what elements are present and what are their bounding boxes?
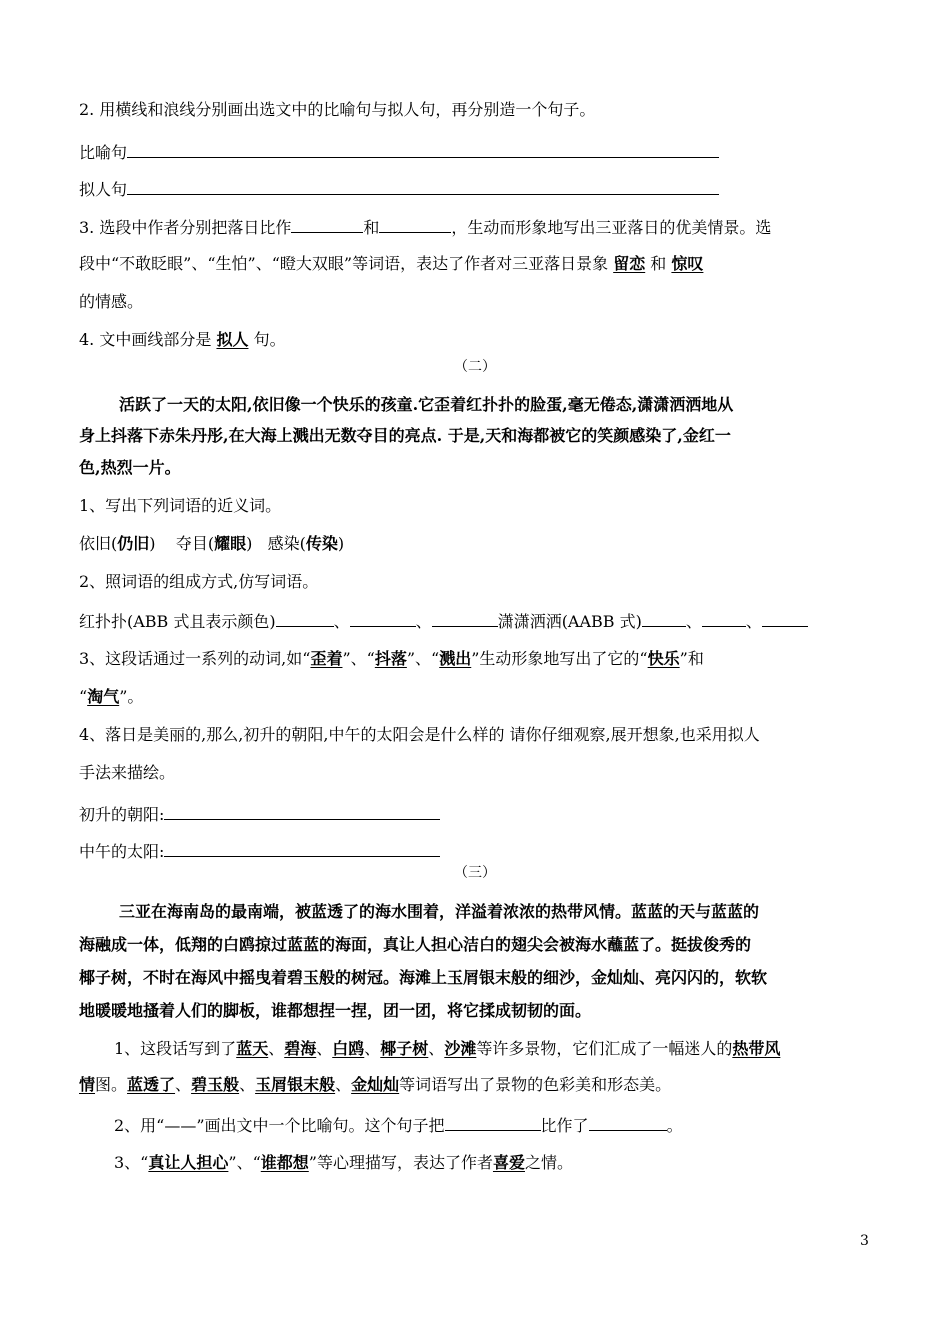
syn-close-3: ) [337, 534, 345, 553]
morning-label: 初升的朝阳: [79, 805, 165, 824]
q4-text-b: 句。 [253, 330, 286, 349]
sep: 、 [745, 612, 762, 631]
aabb-blank-1[interactable] [642, 608, 686, 627]
metaphor-object-blank[interactable] [589, 1112, 667, 1131]
page-number: 3 [860, 1233, 869, 1249]
scene-3: 白鸥 [332, 1039, 365, 1058]
aabb-blank-2[interactable] [702, 608, 746, 627]
q2-text-b: 比作了 [540, 1116, 589, 1135]
sep: 、 [364, 1039, 381, 1058]
q2-text-c: 。 [666, 1116, 683, 1135]
compare-blank-1[interactable] [291, 214, 363, 233]
passage-3-line-4: 地暖暖地搔着人们的脚板，谁都想捏一捏，团一团，将它揉成韧韧的面。 [79, 1001, 592, 1020]
sep: 、 [268, 1039, 285, 1058]
s2-question-3-line-1 [79, 647, 872, 671]
answer-xiai: 喜爱 [492, 1153, 525, 1172]
answer-liulian: 留恋 [613, 254, 646, 273]
passage-3-line-3: 椰子树，不时在海风中摇曳着碧玉般的树冠。海滩上玉屑银末般的细沙，金灿灿、亮闪闪的，软软 [79, 968, 768, 987]
section-heading-3: （三） [454, 865, 496, 881]
question-4 [79, 328, 872, 352]
scene-4: 椰子树 [380, 1039, 429, 1058]
verb-2: 抖落 [374, 649, 407, 668]
metaphor-answer-blank[interactable] [127, 139, 719, 158]
s3-question-2 [114, 1112, 872, 1138]
q3-text-a: 3. 选段中作者分别把落日比作 [79, 218, 292, 237]
s2-question-3-line-2 [79, 685, 872, 709]
answer-kuaile: 快乐 [647, 649, 680, 668]
question-3-line-2 [79, 252, 872, 276]
syn-close-1: ) [149, 534, 156, 553]
scene-5: 沙滩 [444, 1039, 477, 1058]
q1-text-f: 等词语写出了景物的色彩美和形态美。 [399, 1075, 672, 1094]
color-word-2: 碧玉般 [191, 1075, 240, 1094]
question-3-line-1 [79, 214, 872, 240]
syn-close-2: ) [246, 534, 253, 553]
q2-text-a: 2、用“——”画出文中一个比喻句。这个句子把 [114, 1116, 445, 1135]
s2-question-4-line-1: 4、落日是美丽的,那么,初升的朝阳,中午的太阳会是什么样的 请你仔细观察,展开想象,也采用拟人 [79, 725, 760, 744]
color-word-3: 玉屑银末般 [255, 1075, 336, 1094]
synonym-line [79, 532, 872, 556]
abb-blank-1[interactable] [276, 608, 334, 627]
abb-blank-2[interactable] [350, 608, 416, 627]
syn-answer-1: 仍旧 [117, 534, 150, 553]
personify-line [79, 176, 872, 202]
s3-question-1-line-2 [79, 1073, 872, 1097]
q1-text-b: 等许多景物，它们汇成了一幅迷人的 [476, 1039, 733, 1058]
answer-jingtan: 惊叹 [671, 254, 704, 273]
abb-label: 红扑扑(ABB 式且表示颜色) [79, 612, 276, 631]
sep: 、 [316, 1039, 333, 1058]
q3-and: 和 [363, 218, 380, 237]
psych-phrase-2: 谁都想 [260, 1153, 309, 1172]
syn-word-2: 夺目( [175, 534, 215, 553]
passage-2-line-2: 身上抖落下赤朱丹彤,在大海上溅出无数夺目的亮点. 于是,天和海都被它的笑颜感染了,金红一 [79, 426, 731, 445]
passage-3-line-1: 三亚在海南岛的最南端，被蓝透了的海水围着，洋溢着浓浓的热带风情。蓝蓝的天与蓝蓝的 [119, 902, 760, 921]
verb-3: 溅出 [439, 649, 472, 668]
sep: 、 [333, 612, 350, 631]
passage-2-line-3: 色,热烈一片。 [79, 458, 181, 477]
q3-text-d: 的情感。 [79, 292, 144, 311]
q3-close: ”。 [119, 687, 144, 706]
q3-text-c: 之情。 [524, 1153, 573, 1172]
q4-text-a: 4. 文中画线部分是 [79, 330, 212, 349]
metaphor-label: 比喻句 [79, 143, 128, 162]
psych-phrase-1: 真让人担心 [148, 1153, 229, 1172]
compare-blank-2[interactable] [379, 214, 451, 233]
answer-tropical-a: 热带风 [732, 1039, 781, 1058]
q3-open: “ [79, 687, 88, 706]
q3-text: 3、这段话通过一系列的动词,如“ [79, 649, 311, 668]
answer-taoqi: 淘气 [87, 687, 120, 706]
s2-question-4-line-2: 手法来描绘。 [79, 763, 176, 782]
s2-question-2: 2、照词语的组成方式,仿写词语。 [79, 572, 319, 591]
s3-question-3 [114, 1151, 872, 1175]
aabb-blank-3[interactable] [762, 608, 808, 627]
sep: 、 [415, 612, 432, 631]
syn-word-1: 依旧( [79, 534, 118, 553]
q3-mid-1: ”、“ [342, 649, 375, 668]
q1-text-a: 1、这段话写到了 [114, 1039, 237, 1058]
question-2 [79, 98, 872, 122]
sep: 、 [175, 1075, 192, 1094]
q3-text-c: 段中“不敢眨眼”、“生怕”、“瞪大双眼”等词语，表达了作者对三亚落日景象 [79, 254, 609, 273]
s3-question-1-line-1 [114, 1037, 872, 1061]
section-heading-2: （二） [454, 359, 496, 375]
abb-blank-3[interactable] [432, 608, 498, 627]
scene-1: 蓝天 [236, 1039, 269, 1058]
personify-answer-blank[interactable] [127, 176, 719, 195]
q3-mid-2: ”、“ [406, 649, 440, 668]
q3-mid-4: ”和 [679, 649, 704, 668]
personify-label: 拟人句 [79, 180, 128, 199]
question-3-line-3 [79, 290, 872, 314]
aabb-label: 潇潇洒洒(AABB 式) [497, 612, 642, 631]
q3-mid-3: ”生动形象地写出了它的“ [471, 649, 648, 668]
imitate-words-line [79, 608, 872, 634]
sep: 、 [428, 1039, 445, 1058]
syn-answer-2: 耀眼 [214, 534, 247, 553]
color-word-4: 金灿灿 [351, 1075, 400, 1094]
metaphor-line [79, 139, 872, 165]
answer-niren: 拟人 [216, 330, 249, 349]
sep: 、 [239, 1075, 256, 1094]
passage-2-line-1: 活跃了一天的太阳,依旧像一个快乐的孩童.它歪着红扑扑的脸蛋,毫无倦态,潇潇洒洒地从 [119, 395, 734, 414]
morning-sun-line [79, 801, 872, 827]
s2-question-1: 1、写出下列词语的近义词。 [79, 496, 282, 515]
morning-sun-blank[interactable] [164, 801, 440, 820]
metaphor-subject-blank[interactable] [445, 1112, 541, 1131]
q3-mid: ”、“ [228, 1153, 261, 1172]
verb-1: 歪着 [310, 649, 343, 668]
sep: 、 [685, 612, 702, 631]
scene-2: 碧海 [284, 1039, 317, 1058]
syn-answer-3: 传染 [305, 534, 338, 553]
q1-text-e: 图。 [95, 1075, 128, 1094]
passage-3-line-2: 海融成一体，低翔的白鸥掠过蓝蓝的海面，真让人担心洁白的翅尖会被海水蘸蓝了。挺拔俊秀的 [79, 935, 752, 954]
noon-sun-blank[interactable] [164, 838, 440, 857]
q3-open: 3、“ [114, 1153, 149, 1172]
noon-label: 中午的太阳: [79, 842, 165, 861]
answer-tropical-b: 情 [79, 1075, 96, 1094]
question-text: 2. 用横线和浪线分别画出选文中的比喻句与拟人句，再分别造一个句子。 [79, 100, 596, 119]
q3-text-b: ，生动而形象地写出三亚落日的优美情景。选 [451, 218, 772, 237]
q3-text-b: ”等心理描写，表达了作者 [308, 1153, 493, 1172]
syn-word-3: 感染( [267, 534, 306, 553]
sep: 、 [335, 1075, 352, 1094]
q3-and-2: 和 [650, 254, 667, 273]
color-word-1: 蓝透了 [127, 1075, 176, 1094]
